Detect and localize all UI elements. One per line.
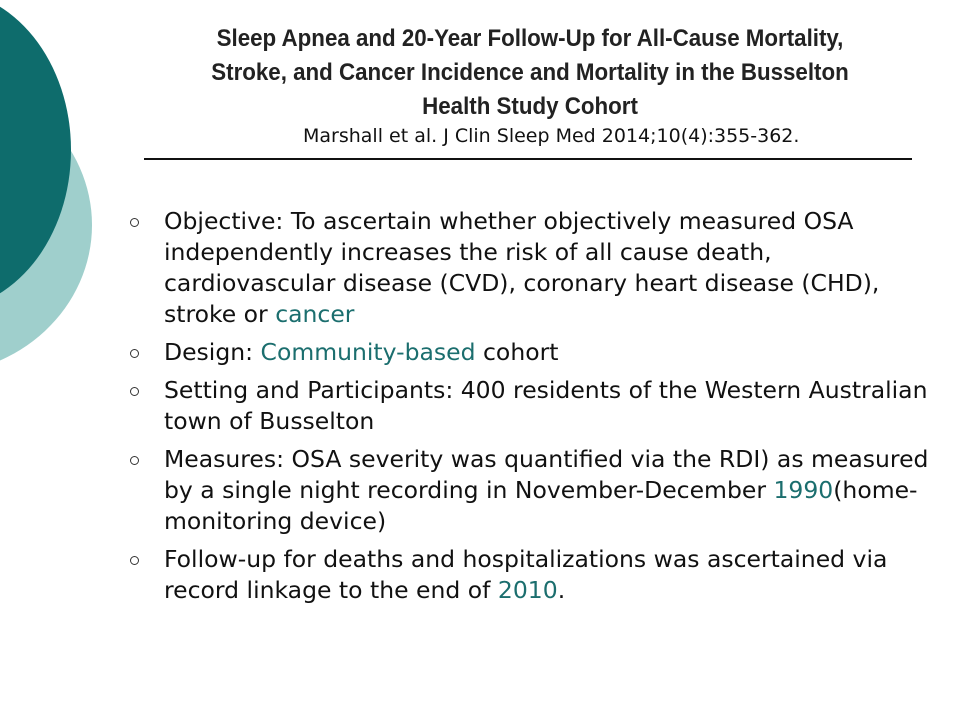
bullet-highlight: cancer xyxy=(275,300,355,328)
bullet-text-tail: . xyxy=(557,576,566,604)
hollow-circle-bullet-icon xyxy=(130,456,139,465)
title-divider xyxy=(144,158,912,160)
bullet-highlight: Community-based xyxy=(260,338,476,366)
hollow-circle-bullet-icon xyxy=(130,556,139,565)
bullet-text-tail: (home-monitoring device) xyxy=(164,476,918,535)
hollow-circle-bullet-icon xyxy=(130,387,139,396)
slide-title xyxy=(177,22,884,124)
hollow-circle-bullet-icon xyxy=(130,218,139,227)
bullet-objective xyxy=(130,206,930,330)
bullet-text-tail: cohort xyxy=(475,338,559,366)
bullet-setting xyxy=(130,375,930,437)
bullet-design xyxy=(130,337,930,368)
bullet-measures xyxy=(130,444,930,537)
hollow-circle-bullet-icon xyxy=(130,349,139,358)
bullet-highlight: 2010 xyxy=(497,576,558,604)
bullet-list xyxy=(130,206,930,613)
title-line-2: Stroke, and Cancer Incidence and Mortality in the Busselton xyxy=(211,59,849,86)
bullet-follow-up xyxy=(130,544,930,606)
title-line-1: Sleep Apnea and 20-Year Follow-Up for All-Cause Mortality, xyxy=(216,25,844,52)
title-line-3: Health Study Cohort xyxy=(422,93,638,120)
citation: Marshall et al. J Clin Sleep Med 2014;10(4):355-362. xyxy=(303,125,800,147)
bullet-highlight: 1990 xyxy=(773,476,834,504)
bullet-text: Measures: OSA severity was quantified via the RDI) as measured by a single night recording in November-December xyxy=(164,445,929,504)
bullet-text: Setting and Participants: 400 residents of the Western Australian town of Busselton xyxy=(164,376,928,435)
bullet-text: Design: xyxy=(164,338,261,366)
bullet-text: Follow-up for deaths and hospitalizations was ascertained via record linkage to the end of xyxy=(164,545,888,604)
bullet-text: Objective: To ascertain whether objectively measured OSA independently increases the risk of all cause death, cardiovascular disease (CVD), coronary heart disease (CHD), stroke or xyxy=(164,207,880,328)
